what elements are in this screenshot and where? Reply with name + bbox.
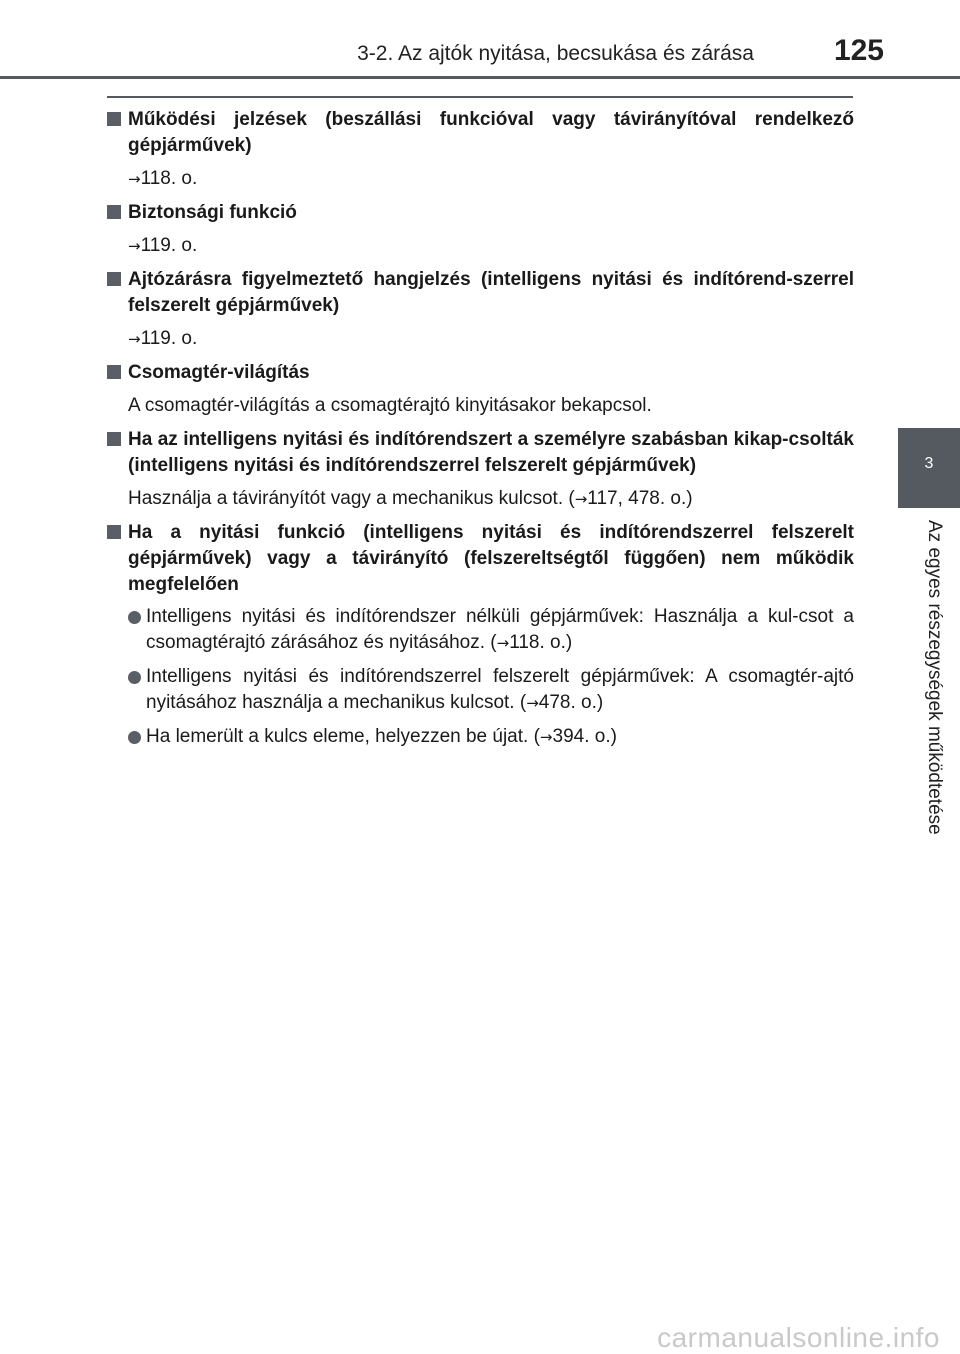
arrow-icon: → — [526, 694, 539, 712]
section-heading: Ha a nyitási funkció (intelligens nyitási és indítórendszerrel felszerelt gépjárművek) vagy a távirányító (felszereltségtől függően) nem működik megfelelően — [107, 520, 854, 598]
round-bullet-icon — [128, 731, 141, 744]
section-heading: Ajtózárásra figyelmeztető hangjelzés (intelligens nyitási és indítórend-szerrel felszerelt gépjárművek) — [107, 267, 854, 319]
square-bullet-icon — [107, 112, 121, 126]
section-reference: →119. o. — [128, 328, 198, 349]
section-smart-entry-disabled — [107, 427, 854, 512]
section-malfunction — [107, 520, 854, 750]
chapter-title: 3-2. Az ajtók nyitása, becsukása és zárása — [357, 42, 754, 65]
arrow-icon: → — [128, 237, 141, 255]
section-reference: →119. o. — [128, 235, 198, 256]
square-bullet-icon — [107, 272, 121, 286]
content-divider — [107, 96, 853, 98]
list-item: Ha lemerült a kulcs eleme, helyezzen be újat. (→394. o.) — [128, 724, 854, 750]
page-number: 125 — [833, 34, 884, 67]
main-content — [107, 107, 854, 758]
list-item: Intelligens nyitási és indítórendszer nélküli gépjárművek: Használja a kul-csot a csomagtérajtó zárásához és nyitásához. (→118. o.) — [128, 604, 854, 656]
page-header — [0, 0, 960, 80]
section-heading: Ha az intelligens nyitási és indítórendszert a személyre szabásban kikap-csolták (intelligens nyitási és indítórendszerrel felszerelt gépjárművek) — [107, 427, 854, 479]
arrow-icon: → — [539, 728, 553, 746]
square-bullet-icon — [107, 432, 121, 446]
round-bullet-icon — [128, 671, 141, 684]
bullet-list — [107, 604, 854, 750]
section-heading: Működési jelzések (beszállási funkcióval vagy távirányítóval rendelkező gépjárművek) — [107, 107, 854, 159]
section-security-function — [107, 200, 854, 259]
arrow-icon: → — [574, 490, 588, 508]
section-heading: Csomagtér-világítás — [107, 360, 854, 386]
section-operation-signals — [107, 107, 854, 192]
arrow-icon: → — [128, 330, 141, 348]
arrow-icon: → — [128, 170, 141, 188]
square-bullet-icon — [107, 205, 121, 219]
list-item: Intelligens nyitási és indítórendszerrel felszerelt gépjárművek: A csomagtér-ajtó nyitásához használja a mechanikus kulcsot. (→478. o.) — [128, 664, 854, 716]
round-bullet-icon — [128, 611, 141, 624]
section-door-lock-buzzer — [107, 267, 854, 352]
section-reference: →118. o. — [128, 168, 198, 189]
square-bullet-icon — [107, 525, 121, 539]
section-text: A csomagtér-világítás a csomagtérajtó kinyitásakor bekapcsol. — [128, 395, 652, 416]
square-bullet-icon — [107, 365, 121, 379]
section-heading: Biztonsági funkció — [107, 200, 854, 226]
header-divider — [0, 76, 960, 79]
section-luggage-light — [107, 360, 854, 419]
arrow-icon: → — [496, 634, 510, 652]
chapter-side-label: Az egyes részegységek működtetése — [924, 520, 945, 835]
section-text: Használja a távirányítót vagy a mechanikus kulcsot. (→117, 478. o.) — [128, 488, 693, 509]
watermark: carmanualsonline.info — [657, 1322, 940, 1353]
chapter-number: 3 — [924, 455, 934, 472]
chapter-tab — [898, 428, 960, 508]
